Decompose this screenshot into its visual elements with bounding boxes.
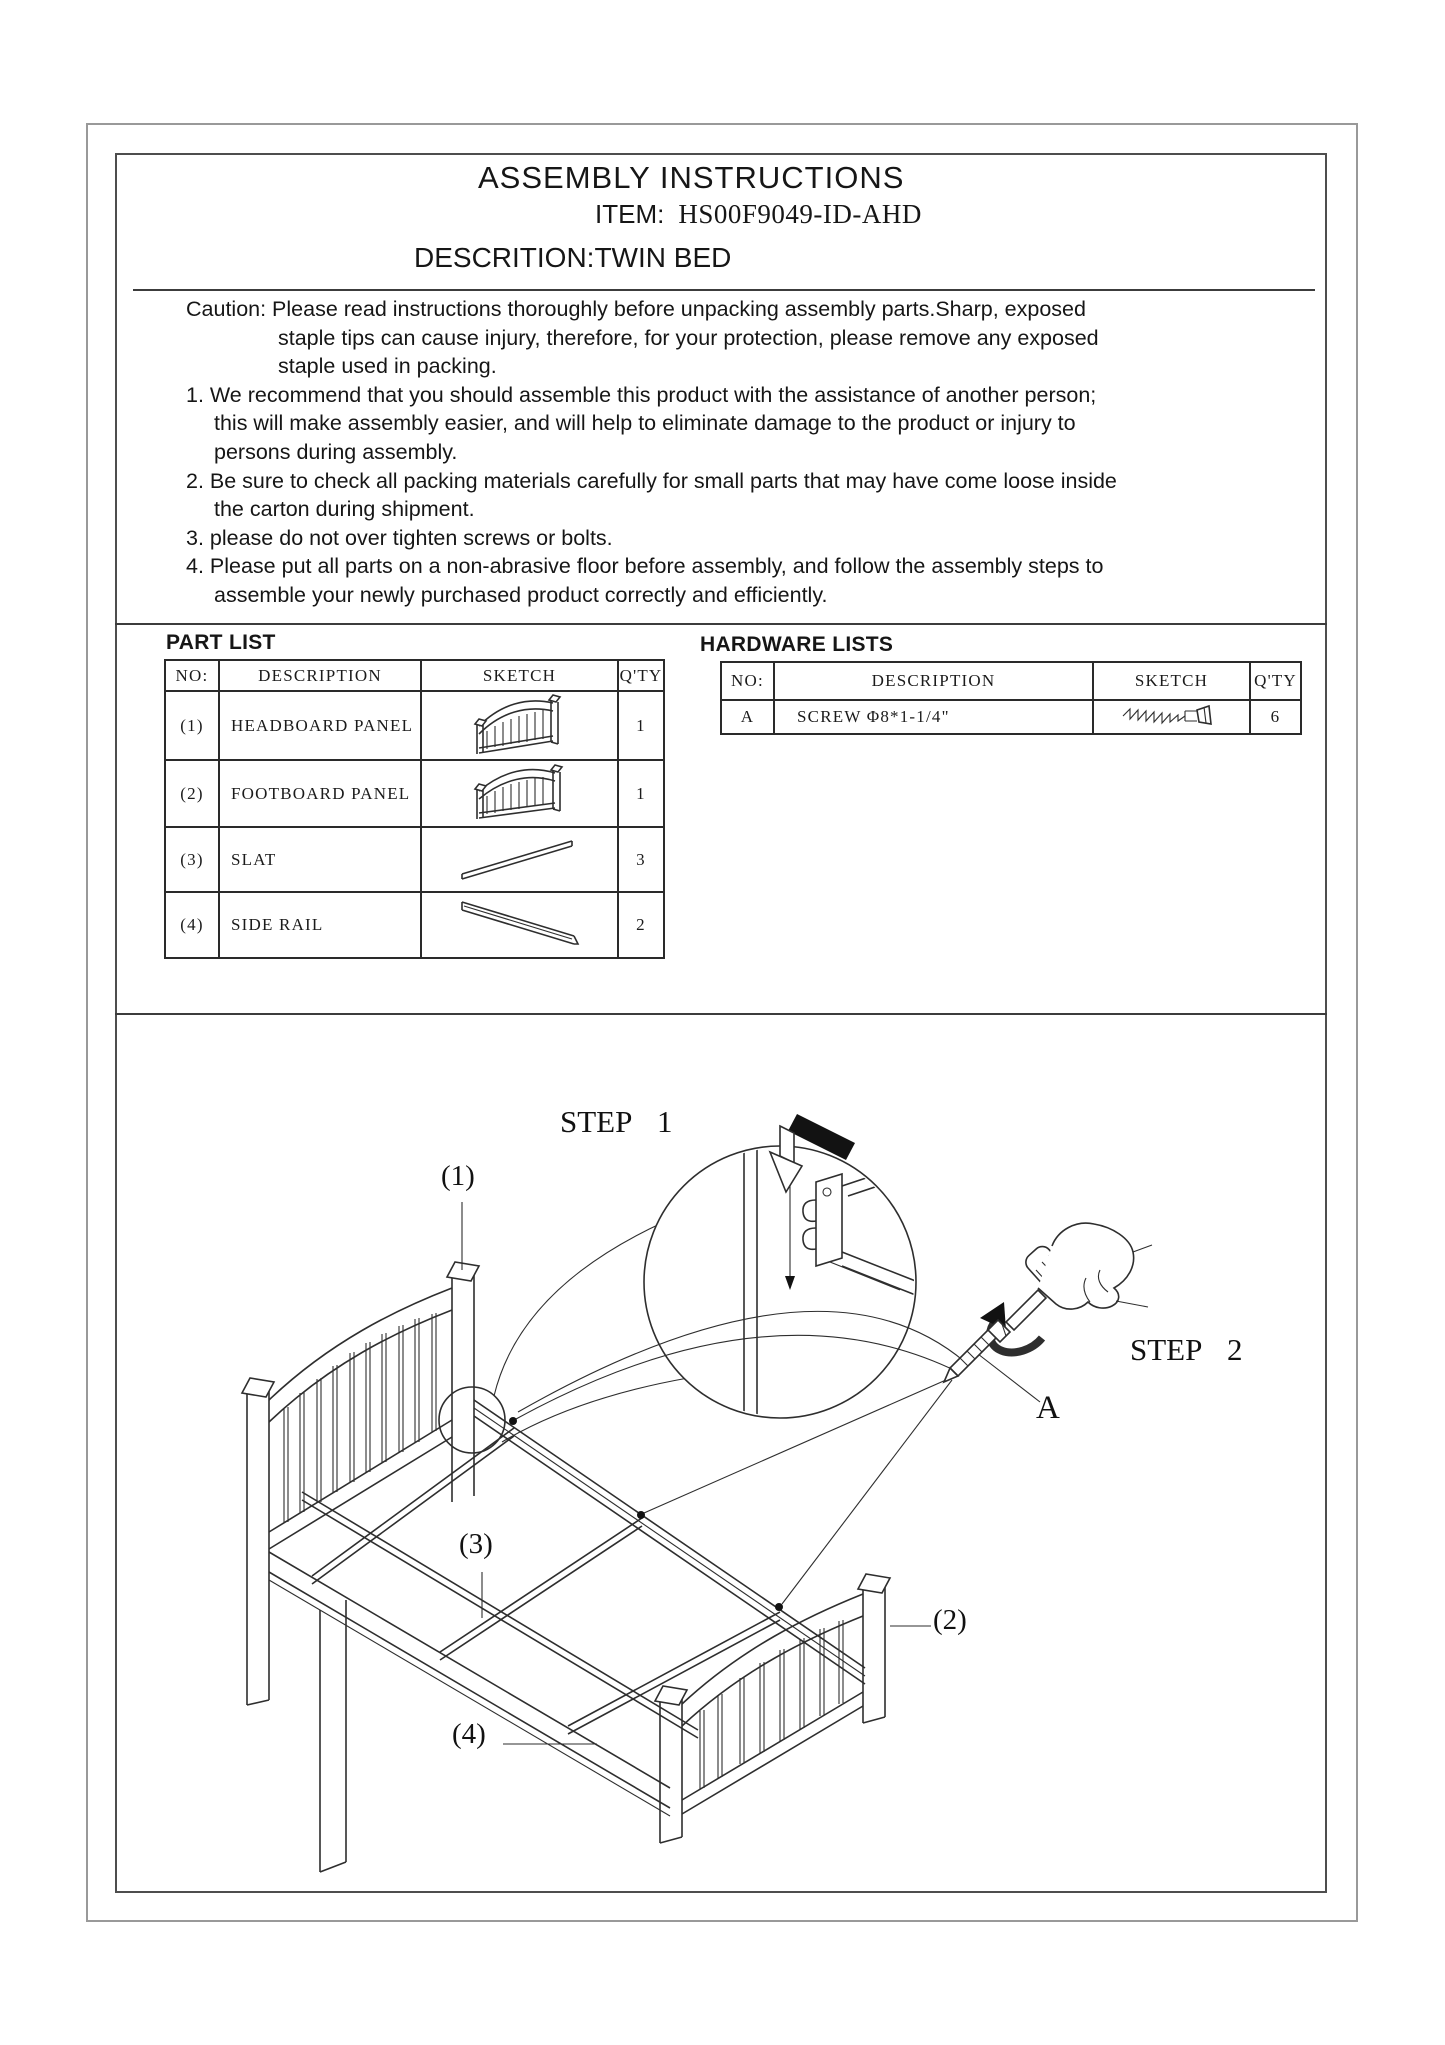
part-label-3: (3) <box>459 1528 493 1560</box>
part-label-4: (4) <box>452 1718 486 1750</box>
col-header-sketch: SKETCH <box>1093 662 1250 700</box>
part-qty: 3 <box>618 827 664 892</box>
note-line: 3. please do not over tighten screws or bolts. <box>186 525 613 550</box>
item-code: HS00F9049-ID-AHD <box>678 199 922 229</box>
part-description: SIDE RAIL <box>219 892 421 958</box>
note-line: the carton during shipment. <box>214 497 475 522</box>
joint-highlight-circle <box>439 1387 505 1453</box>
part-description: HEADBOARD PANEL <box>219 691 421 760</box>
col-header-no: NO: <box>721 662 774 700</box>
screw-callout-label: A <box>1036 1390 1060 1426</box>
part-no: (4) <box>165 892 219 958</box>
note-line: persons during assembly. <box>214 439 458 464</box>
table-row <box>165 760 664 827</box>
part-description: FOOTBOARD PANEL <box>219 760 421 827</box>
col-header-qty: Q'TY <box>618 660 664 691</box>
part-qty: 1 <box>618 691 664 760</box>
part-qty: 1 <box>618 760 664 827</box>
screw-sketch-icon <box>1093 700 1250 734</box>
description-line: DESCRITION:TWIN BED <box>414 242 732 273</box>
part-label-1: (1) <box>441 1160 475 1192</box>
part-description: SLAT <box>219 827 421 892</box>
note-line: this will make assembly easier, and will help to eliminate damage to the product or injury to <box>214 411 1076 436</box>
note-line: staple tips can cause injury, therefore, for your protection, please remove any exposed <box>278 325 1099 350</box>
col-header-no: NO: <box>165 660 219 691</box>
table-row <box>165 691 664 760</box>
header-underline <box>133 289 1315 291</box>
hardware-list-title: HARDWARE LISTS <box>700 633 894 656</box>
caution-notes <box>186 295 1216 610</box>
page-title: ASSEMBLY INSTRUCTIONS <box>478 160 905 195</box>
col-header-qty: Q'TY <box>1250 662 1301 700</box>
hardware-qty: 6 <box>1250 700 1301 734</box>
step1-label: STEP 1 <box>560 1104 673 1139</box>
slat-sketch-icon <box>421 827 618 892</box>
note-line: Caution: Please read instructions thoroughly before unpacking assembly parts.Sharp, exposed <box>186 297 1086 321</box>
hardware-header-row <box>721 662 1301 700</box>
footboard-panel-sketch-icon <box>421 760 618 827</box>
hardware-no: A <box>721 700 774 734</box>
side-rail-sketch-icon <box>421 892 618 958</box>
part-no: (2) <box>165 760 219 827</box>
assembly-diagram <box>115 1015 1327 1891</box>
headboard-panel-sketch-icon <box>421 691 618 760</box>
part-no: (3) <box>165 827 219 892</box>
section-divider-top <box>115 623 1327 625</box>
item-row <box>595 199 922 230</box>
hardware-description: SCREW Φ8*1-1/4" <box>774 700 1093 734</box>
magnifier-callout <box>494 1114 920 1442</box>
part-no: (1) <box>165 691 219 760</box>
col-header-description: DESCRIPTION <box>219 660 421 691</box>
screwdriver-shaft <box>1006 1290 1046 1330</box>
screwdriver-hand-drawing <box>944 1223 1152 1382</box>
note-line: 2. Be sure to check all packing materials carefully for small parts that may have come loose inside <box>186 468 1117 493</box>
item-label: ITEM: <box>595 199 665 229</box>
note-line: 4. Please put all parts on a non-abrasive floor before assembly, and follow the assembly steps to <box>186 554 1104 579</box>
table-row <box>721 700 1301 734</box>
part-list-title: PART LIST <box>166 631 276 654</box>
hardware-list-table <box>720 661 1302 735</box>
note-line: assemble your newly purchased product correctly and efficiently. <box>214 582 828 607</box>
col-header-description: DESCRIPTION <box>774 662 1093 700</box>
note-line: 1. We recommend that you should assemble this product with the assistance of another person; <box>186 382 1097 407</box>
part-list-header-row <box>165 660 664 691</box>
magnifier-circle <box>644 1146 916 1418</box>
table-row <box>165 892 664 958</box>
col-header-sketch: SKETCH <box>421 660 618 691</box>
part-list-table <box>164 659 665 959</box>
table-row <box>165 827 664 892</box>
part-qty: 2 <box>618 892 664 958</box>
note-line: staple used in packing. <box>278 354 497 379</box>
step2-label: STEP 2 <box>1130 1332 1243 1367</box>
part-label-2: (2) <box>933 1604 967 1636</box>
